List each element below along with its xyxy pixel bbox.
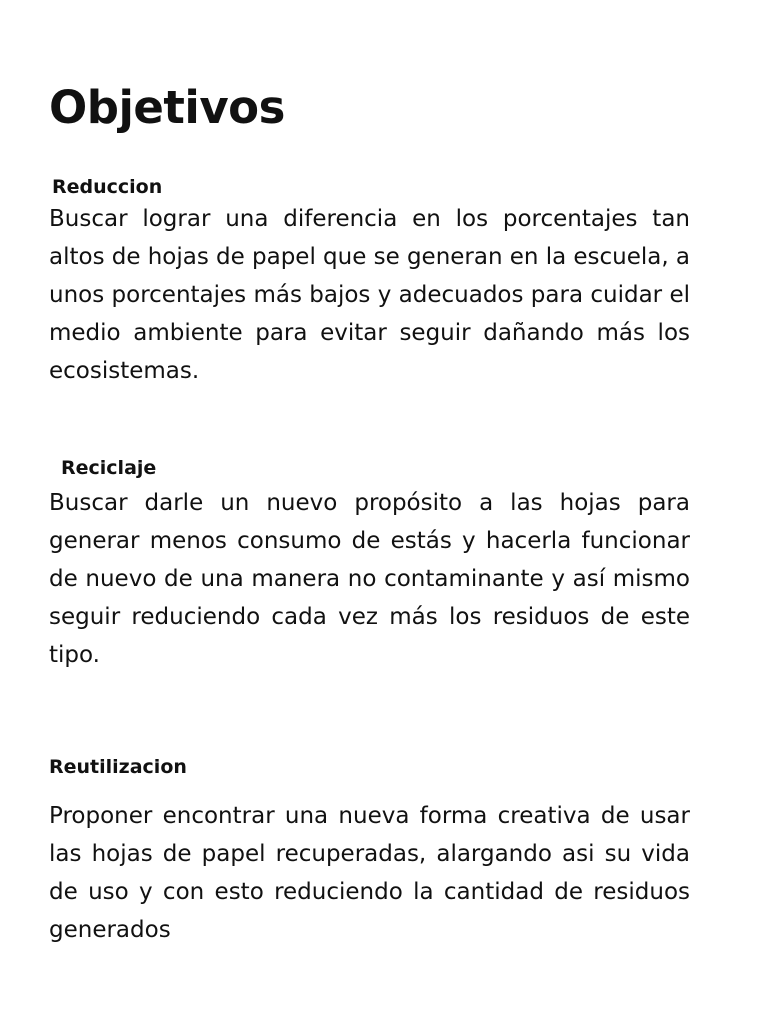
page-title: Objetivos xyxy=(49,81,285,134)
section-body-reduccion: Buscar lograr una diferencia en los porcentajes tan altos de hojas de papel que se generan en la escuela, a unos porcentajes más bajos y adecuados para cuidar el medio ambiente para evitar seguir dañando más los ecosistemas. xyxy=(49,206,690,384)
section-heading-reduccion: Reduccion xyxy=(52,176,163,198)
section-body-reutilizacion: Proponer encontrar una nueva forma creativa de usar las hojas de papel recuperadas, alargando asi su vida de uso y con esto reduciendo la cantidad de residuos generados xyxy=(49,803,690,943)
section-body-reciclaje: Buscar darle un nuevo propósito a las hojas para generar menos consumo de estás y hacerla funcionar de nuevo de una manera no contaminante y así mismo seguir reduciendo cada vez más los residuos de este tipo. xyxy=(49,490,690,668)
section-heading-reciclaje: Reciclaje xyxy=(61,457,157,479)
section-heading-reutilizacion: Reutilizacion xyxy=(49,756,187,778)
